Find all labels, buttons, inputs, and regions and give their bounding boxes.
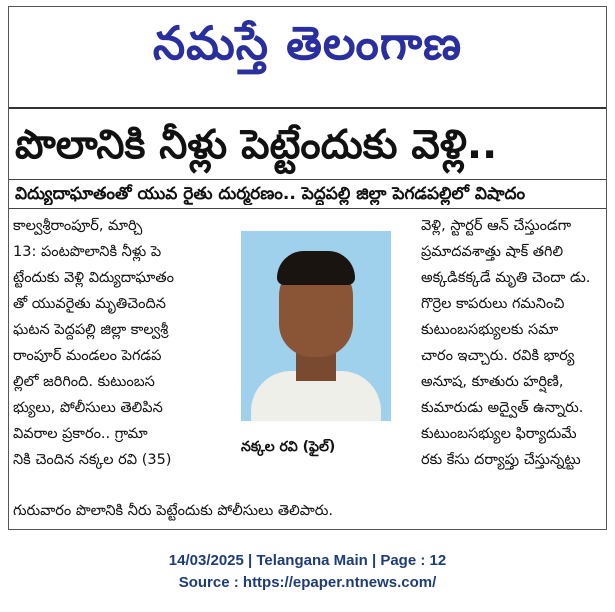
photo-hair xyxy=(277,251,355,285)
article-line: అక్కడికక్కడే మృతి చెందా డు. xyxy=(421,270,591,286)
masthead-title: నమస్తే తెలంగాణ xyxy=(152,16,463,70)
article-right-column xyxy=(421,213,603,473)
article-line: ఘటన పెద్దపల్లి జిల్లా కాల్వశ్రీ xyxy=(13,322,169,338)
article-line: 13: పంటపొలానికి నీళ్లు పె xyxy=(13,244,162,260)
divider xyxy=(9,107,606,109)
article-line: రాంపూర్ మండలం పెగడప xyxy=(13,348,162,364)
article-line: వెళ్లి, స్టార్టర్ ఆన్ చేస్తుండగా xyxy=(421,218,572,234)
portrait-photo xyxy=(241,231,391,421)
article-line: భ్యులు, పోలీసులు తెలిపిన xyxy=(13,400,163,416)
article-line: తో యువరైతు మృతిచెందిన xyxy=(13,296,166,312)
newspaper-clipping xyxy=(8,6,607,530)
masthead xyxy=(9,11,606,75)
article-line: చారం ఇచ్చారు. రవికి భార్య xyxy=(421,348,575,364)
article-line: నికి చెందిన నక్కల రవి (35) xyxy=(13,452,172,468)
article-last-line: గురువారం పొలానికి నీరు పెట్టేందుకు పోలీసులు తెలిపారు. xyxy=(13,503,333,519)
subheadline: విద్యుదాఘాతంతో యువ రైతు దుర్మరణం.. పెద్దపల్లి జిల్లా పెగడపల్లిలో విషాదం xyxy=(15,184,526,204)
divider xyxy=(9,179,606,180)
article-line: కుటుంబసభ్యులకు సమా xyxy=(421,322,559,338)
article-line: ప్రమాదవశాత్తు షాక్ తగిలి xyxy=(421,244,564,260)
article-line: అనూష, కూతురు హర్షిణి, xyxy=(421,374,564,390)
article-line: రకు కేసు దర్యాప్తు చేస్తున్నట్టు xyxy=(421,452,581,468)
footer-date-page: 14/03/2025 | Telangana Main | Page : 12 xyxy=(168,552,447,569)
article-line: గొర్రెల కాపరులు గమనించి xyxy=(421,296,565,312)
article-line: కుమారుడు అద్వైత్ ఉన్నారు. xyxy=(421,400,584,416)
footer-source-link[interactable]: Source : https://epaper.ntnews.com/ xyxy=(178,574,437,591)
article-left-column xyxy=(13,213,235,473)
divider xyxy=(9,208,606,209)
article-line: ల్లిలో జరిగింది. కుటుంబస xyxy=(13,374,155,390)
headline: పొలానికి నీళ్లు పెట్టేందుకు వెళ్లి.. xyxy=(15,122,498,168)
article-line: కుటుంబసభ్యుల ఫిర్యాదుమే xyxy=(421,426,577,442)
photo-caption: నక్కల రవి (ఫైల్) xyxy=(241,439,336,455)
article-line: ట్టేందుకు వెళ్లి విద్యుదాఘాతం xyxy=(13,270,175,286)
article-line: కాల్వశ్రీరాంపూర్, మార్చి xyxy=(13,218,143,234)
article-line: వివరాల ప్రకారం.. గ్రామా xyxy=(13,426,148,442)
